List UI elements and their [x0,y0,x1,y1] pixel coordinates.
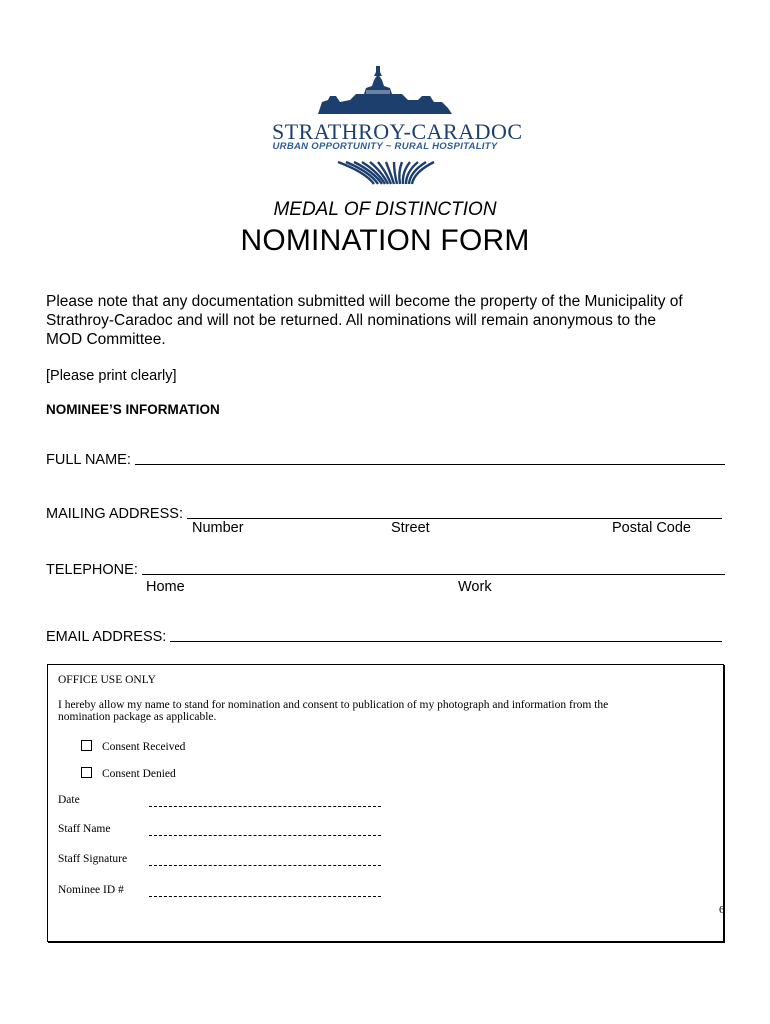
email-line[interactable] [170,627,722,642]
consent-statement [58,699,708,723]
full-name-label: FULL NAME: [46,452,131,468]
consent-denied-option[interactable] [81,767,176,780]
telephone-work-caption: Work [458,579,492,595]
staff-signature-line[interactable] [149,865,381,866]
telephone-line[interactable] [142,560,725,575]
telephone-home-caption: Home [146,579,185,595]
date-label: Date [58,794,80,806]
print-note: [Please print clearly] [46,368,177,384]
staff-name-line[interactable] [149,835,381,836]
office-use-box [47,664,724,942]
consent-line-1: I hereby allow my name to stand for nomination and consent to publication of my photograph and information from the [58,699,609,711]
email-label: EMAIL ADDRESS: [46,629,167,645]
intro-line-1: Please note that any documentation submitted will become the property of the Municipality of [46,293,683,310]
mailing-address-line[interactable] [187,504,722,519]
intro-paragraph [46,292,736,349]
full-name-field[interactable] [46,450,725,468]
date-line[interactable] [149,806,381,807]
form-subtitle: MEDAL OF DISTINCTION [273,199,497,220]
mailing-number-caption: Number [192,520,244,536]
logo-tagline: URBAN OPPORTUNITY ~ RURAL HOSPITALITY [272,141,498,152]
consent-received-option[interactable] [81,740,185,753]
intro-line-3: MOD Committee. [46,331,166,348]
consent-received-checkbox[interactable] [81,740,92,751]
staff-name-label: Staff Name [58,823,111,835]
mailing-address-label: MAILING ADDRESS: [46,506,183,522]
telephone-label: TELEPHONE: [46,562,138,578]
consent-received-label: Consent Received [102,741,186,753]
office-heading: OFFICE USE ONLY [58,674,156,686]
nominee-id-line[interactable] [149,896,381,897]
page-number-fragment: 6 [719,904,725,916]
consent-denied-checkbox[interactable] [81,767,92,778]
consent-denied-label: Consent Denied [102,768,176,780]
staff-signature-label: Staff Signature [58,853,128,865]
telephone-field[interactable] [46,560,725,578]
email-field[interactable] [46,627,722,645]
form-title: NOMINATION FORM [240,224,530,257]
consent-line-2: nomination package as applicable. [58,711,217,723]
logo-wordmark: STRATHROY-CARADOC [272,119,523,144]
nominee-id-label: Nominee ID # [58,884,124,896]
mailing-postal-caption: Postal Code [612,520,691,536]
nominee-heading: NOMINEE’S INFORMATION [46,402,220,417]
intro-line-2: Strathroy-Caradoc and will not be returned. All nominations will remain anonymous to the [46,312,656,329]
full-name-line[interactable] [135,450,725,465]
mailing-street-caption: Street [391,520,430,536]
